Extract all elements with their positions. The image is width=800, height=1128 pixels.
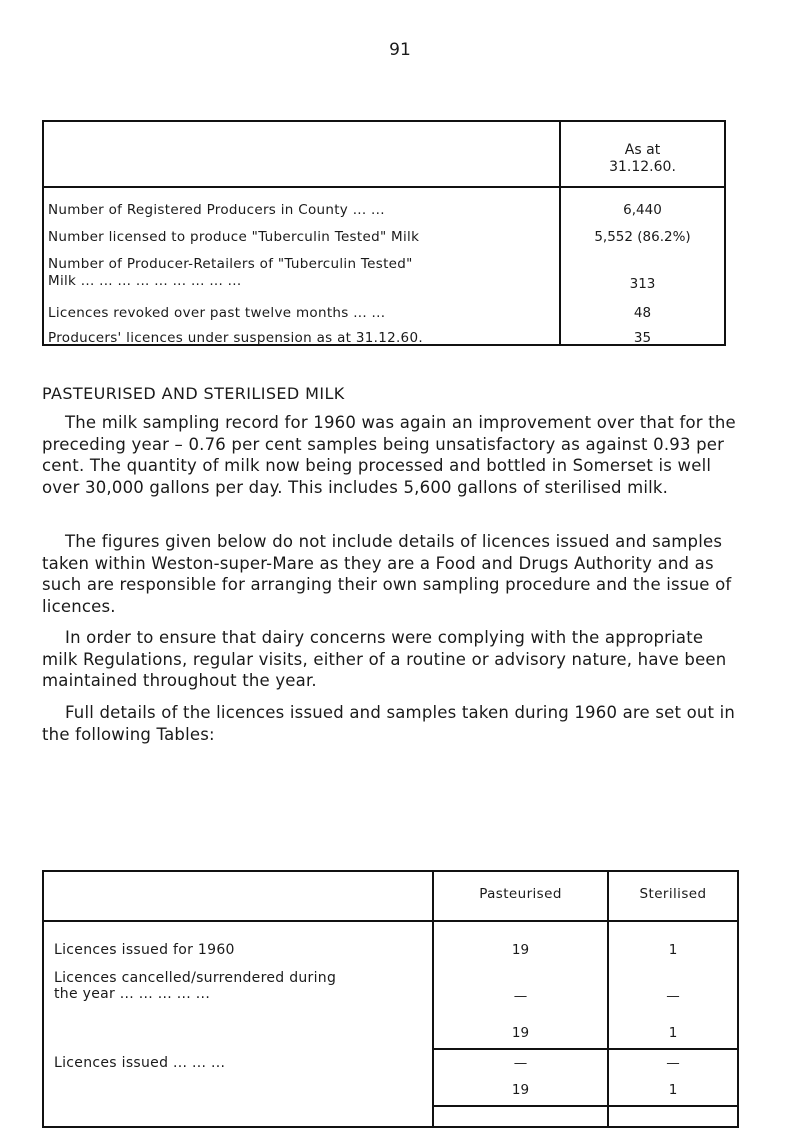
tt-licensed-value: 5,552 (86.2%) — [594, 229, 691, 245]
sterilised-cell: — — [666, 988, 680, 1004]
licences-revoked-label: Licences revoked over past twelve months ... ... — [48, 305, 386, 321]
page-number: 91 — [389, 40, 411, 60]
paragraph: Full details of the licences issued and samples taken during 1960 are set out in the following Tables: — [42, 703, 736, 744]
producers-table — [42, 120, 726, 346]
tt-licensed-label: Number licensed to produce "Tuberculin Tested" Milk — [48, 229, 420, 245]
licences-table — [42, 870, 739, 1128]
paragraph: In order to ensure that dairy concerns were complying with the appropriate milk Regulations, regular visits, either of a routine or advisory nature, have been maintained throughout the year. — [42, 628, 727, 690]
licences-issued-net-label: Licences issued ... ... ... — [54, 1055, 226, 1071]
paragraph: The figures given below do not include details of licences issued and samples taken within Weston-super-Mare as they are a Food and Drugs Authority and as such are responsible for arranging their own sampling procedure and the issue of licences. — [42, 532, 732, 616]
producer-retailers-value: 313 — [629, 276, 656, 292]
pasteurised-cell: 19 — [511, 1082, 530, 1098]
paragraph: The milk sampling record for 1960 was again an improvement over that for the preceding year – 0.76 per cent samples being unsatisfactory as against 0.93 per cent. The quantity of milk now being processed and bottled in Somerset is well over 30,000 gallons per day. This includes 5,600 gallons of sterilised milk. — [42, 413, 736, 497]
header-divider — [44, 920, 737, 922]
pasteurised-cell: 19 — [511, 942, 530, 958]
pasteurised-cell: — — [513, 1055, 528, 1071]
header-divider — [44, 186, 724, 188]
pasteurised-cell: — — [513, 988, 528, 1004]
registered-producers-label: Number of Registered Producers in County ... ... — [48, 202, 385, 218]
sterilised-cell: — — [666, 1055, 680, 1071]
sterilised-cell: 1 — [668, 1082, 678, 1098]
date-column-header: As at 31.12.60. — [609, 142, 676, 175]
pasteurised-column-header: Pasteurised — [479, 886, 562, 902]
sterilised-column-header: Sterilised — [639, 886, 707, 902]
subtotal-divider — [432, 1048, 737, 1050]
licences-suspended-value: 35 — [633, 330, 652, 346]
sterilised-cell: 1 — [668, 1025, 678, 1041]
registered-producers-value: 6,440 — [623, 202, 662, 218]
licences-cancelled-label: Licences cancelled/surrendered during the year ... ... ... ... ... — [54, 970, 337, 1002]
licences-suspended-label: Producers' licences under suspension as at 31.12.60. — [48, 330, 423, 346]
total-divider — [432, 1105, 737, 1107]
licences-issued-label: Licences issued for 1960 — [54, 942, 235, 958]
producer-retailers-label: Number of Producer-Retailers of "Tuberculin Tested" Milk ... ... ... ... ... ... ... ... ... — [48, 256, 413, 289]
section-heading: PASTEURISED AND STERILISED MILK — [42, 384, 345, 403]
licences-revoked-value: 48 — [633, 305, 652, 321]
sterilised-cell: 1 — [668, 942, 678, 958]
pasteurised-cell: 19 — [511, 1025, 530, 1041]
